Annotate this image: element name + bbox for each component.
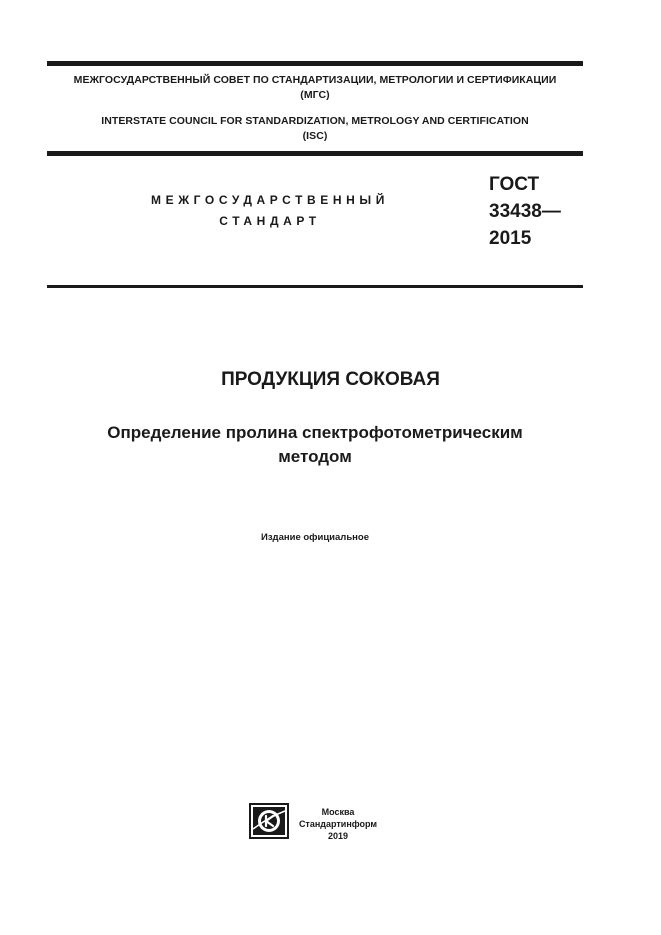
standard-type-line2: СТАНДАРТ — [219, 214, 321, 228]
publisher-name: Стандартинформ — [298, 819, 378, 829]
standard-code — [489, 171, 561, 252]
standard-code-number: 33438— — [489, 201, 561, 222]
council-name-russian — [47, 73, 583, 103]
council-name-ru-line: МЕЖГОСУДАРСТВЕННЫЙ СОВЕТ ПО СТАНДАРТИЗАЦИИ, МЕТРОЛОГИИ И СЕРТИФИКАЦИИ — [73, 74, 557, 86]
standartinform-logo-graphic — [249, 803, 289, 839]
standartinform-logo-icon — [249, 803, 289, 839]
document-subtitle-line2: методом — [278, 447, 352, 466]
publisher-info — [292, 806, 384, 842]
standard-code-prefix: ГОСТ — [489, 174, 540, 195]
council-abbr-ru: (МГС) — [300, 89, 330, 101]
standard-code-year: 2015 — [489, 228, 532, 249]
document-title: ПРОДУКЦИЯ СОКОВАЯ — [221, 369, 440, 390]
council-name-english — [47, 114, 583, 144]
document-subtitle-line1: Определение пролина спектрофотометрическим — [107, 423, 523, 442]
standard-type-line1: МЕЖГОСУДАРСТВЕННЫЙ — [151, 193, 389, 207]
document-subtitle — [40, 421, 590, 469]
edition-note: Издание официальное — [261, 532, 369, 543]
bottom-rule — [47, 285, 583, 288]
top-rule — [47, 61, 583, 66]
publication-year: 2019 — [327, 831, 349, 841]
middle-rule — [47, 151, 583, 156]
standard-type-label — [120, 190, 420, 232]
council-abbr-en: (ISC) — [302, 130, 328, 142]
council-name-en-line: INTERSTATE COUNCIL FOR STANDARDIZATION, METROLOGY AND CERTIFICATION — [101, 115, 529, 127]
publisher-city: Москва — [321, 807, 355, 817]
